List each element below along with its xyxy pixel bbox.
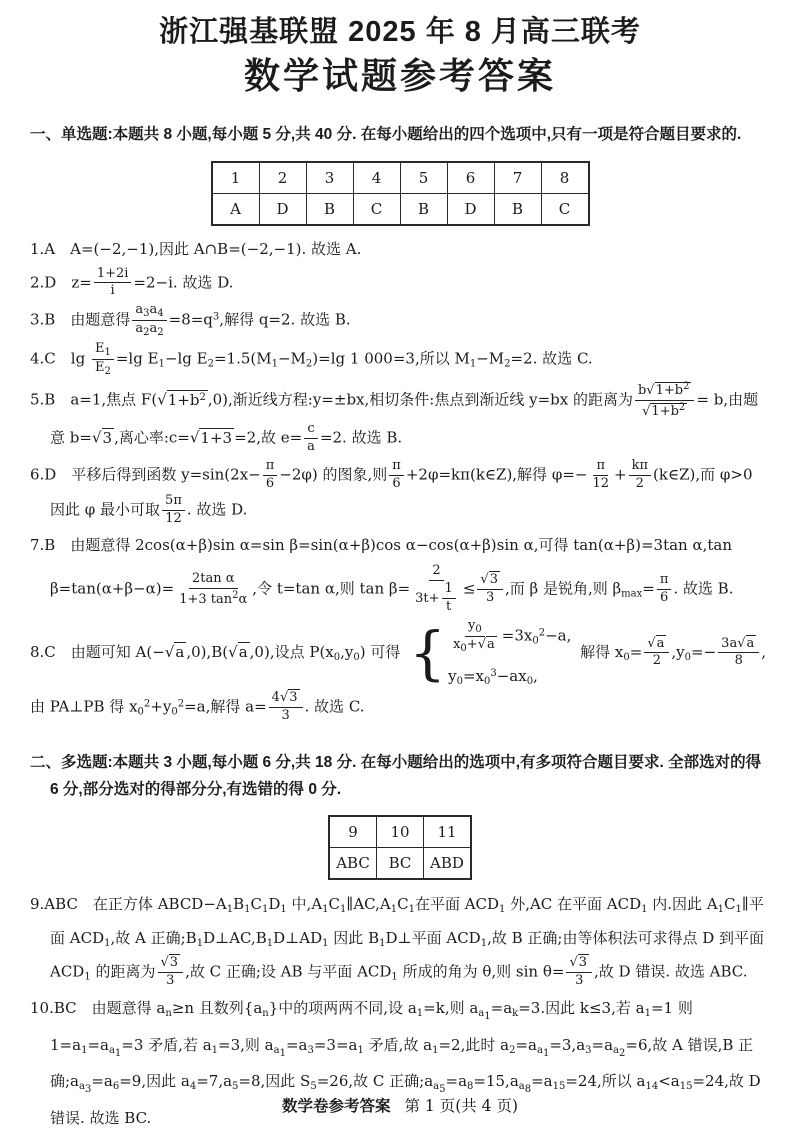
solution-item-9: 9.ABC 在正方体 $ABCD-A_1B_1C_1D_1$ 中$,A_1C_1\parallel AC,A_1C_1$在平面 $ACD_1$ 外,AC 在平面 $ACD_1$ 内.因此 $A_1C_1\parallel$平面 $ACD_1$,故 A 正确$;B_1D\perp AC,B_1D\perp AD_1$ 因此 $B_1D\perp$平面 $ACD_1$,故 B 正确;由等体积法可求得点 D 到平面 $ACD_1$ 的距离为 $\frac{√3}{3}$ ,故 C 正确;设 AB 与平面 $ACD_1$ 所成的角为 θ,则 sin θ= $\frac{√3}{3}$ ,故 D 错误. 故选 ABC. <box>30 894 765 989</box>
answer-number-cell: 3 <box>306 162 353 194</box>
answer-letter-cell: B <box>400 193 447 225</box>
answer-table-letter-row <box>329 847 471 879</box>
answer-letter-cell: ABC <box>329 847 377 879</box>
equation-system-lines <box>448 618 571 688</box>
answer-number-cell: 1 <box>212 162 260 194</box>
answer-number-cell: 7 <box>494 162 541 194</box>
answer-letter-cell: D <box>447 193 494 225</box>
equation-system <box>409 618 571 688</box>
solution-item-8 <box>30 618 770 688</box>
multi-choice-answer-table <box>328 815 472 880</box>
left-brace-glyph <box>409 627 446 679</box>
answer-letter-cell: B <box>494 193 541 225</box>
section1-heading: 一、单选题:本题共 8 小题,每小题 5 分,共 40 分. 在每小题给出的四个选项中,只有一项是符合题目要求的. <box>30 126 742 144</box>
solution-item-3: 3.B 由题意得 $\frac{a_3a_4}{a_2a_2}$ $=8=q^3$,解得 q=2. 故选 B. <box>30 302 351 339</box>
answer-letter-cell: A <box>212 193 260 225</box>
answer-number-cell: 11 <box>424 816 472 848</box>
section2-heading: 二、多选题:本题共 3 小题,每小题 6 分,共 18 分. 在每小题给出的选项中,有多项符合题目要求. 全部选对的得 6 分,部分选对的得部分分,有选错的得 0 分. <box>30 753 762 798</box>
answer-letter-cell: C <box>541 193 589 225</box>
answer-letter-cell: ABD <box>424 847 472 879</box>
solution-8-result: 解得 $x_0=$ $\frac{√a}{2}$ $,y_0=-$ $\frac{3a√a}{8}$ , <box>580 635 767 669</box>
answer-number-cell: 2 <box>259 162 306 194</box>
answer-letter-cell: D <box>259 193 306 225</box>
solution-8-intro: 8.C 由题可知 A(−√a ,0),B(√a ,0),设点 $P(x_0,y_0)$ 可得 <box>30 642 401 663</box>
system-equation-1: $\frac{y_0}{x_0+√a}$ $=3x_0^2-a$, <box>453 617 572 654</box>
answer-letter-cell: C <box>353 193 400 225</box>
page-footer <box>0 1094 800 1116</box>
answer-table-letter-row <box>212 193 589 225</box>
footer-page-number: 第 1 页(共 4 页) <box>404 1097 519 1115</box>
answer-number-cell: 10 <box>377 816 424 848</box>
solution-item-4: 4.C lg $\frac{E_1}{E_2}$ =lg $E_1-\lg$ $E_2=1.5(M_1-M_2)=\lg$ 1 000=3,所以 $M_1-M_2=2$. 故选 C. <box>30 341 593 378</box>
system-equation-2: $y_0=x_0^3-ax_0$, <box>448 666 538 687</box>
answer-table-number-row <box>212 162 589 194</box>
answer-letter-cell: BC <box>377 847 424 879</box>
solution-item-6: 6.D 平移后得到函数 y=sin(2x− $\frac{\pi}{6}$ −2φ) 的图象,则 $\frac{\pi}{6}$ +2φ=kπ(k∈Z),解得 φ=− $\frac{\pi}{12}$ + $\frac{k\pi}{2}$ (k∈Z),而 φ>0 因此 φ 最小可取 $\frac{5\pi}{12}$ . 故选 D. <box>30 457 753 526</box>
solution-item-1: 1.A A=(−2,−1),因此 A∩B=(−2,−1). 故选 A. <box>30 239 362 258</box>
answer-number-cell: 6 <box>447 162 494 194</box>
solution-item-5: 5.B a=1,焦点 $F(√1+b^2$ ,0),渐近线方程:y=±bx,相切条件:焦点到渐近线 y=bx 的距离为 $\frac{b√1+b^2}{√1+b^2}$ = b,由题意 b=√3 ,离心率:c=√1+3 =2,故 e= $\frac{c}{a}$ =2. 故选 B. <box>30 381 759 455</box>
solution-item-2: 2.D z= $\frac{1+2i}{i}$ =2−i. 故选 D. <box>30 265 234 299</box>
answer-number-cell: 4 <box>353 162 400 194</box>
footer-document-label: 数学卷参考答案 <box>281 1098 391 1115</box>
answer-number-cell: 9 <box>329 816 377 848</box>
answer-number-cell: 5 <box>400 162 447 194</box>
solution-item-10: 10.BC 由题意得 $a_n\ge n$ 且数列$\{a_n\}$中的项两两不同,设 $a_1=k$,则 $a_{a_1}=a_k=3$.因此 k≤3,若 $a_1=1$ 则 $1=a_1=a_{a_1}=3$ 矛盾,若 $a_1=3$,则 $a_{a_1}=a_3=3=a_1$ 矛盾,故 $a_1=2$,此时 $a_2=a_{a_1}=3,a_3=a_{a_2}=6$,故 A 错误,B 正确$;a_{a_3}=a_6=9$,因此 $a_4=7,a_5=8$,因此 $S_5=26$,故 C 正确$;a_{a_5}=a_8=15,a_{a_8}=a_{15}=24$,所以 $a_{14}<a_{15}=24$,故 D 错误. 故选 BC. <box>30 999 761 1127</box>
solution-item-7: 7.B 由题意得 2cos(α+β)sin α=sin β=sin(α+β)cos α−cos(α+β)sin α,可得 tan(α+β)=3tan α,tan β=tan(α+β−α)= $\frac{\text{2tan α}}{1+3 \tan^2\alpha}$ ,令 t=tan α,则 tan β= 2 3t+ $\frac{1}{t}$ ≤ $\frac{√3}{3}$ ,而 β 是锐角,则 $\beta_{max}=$ $\frac{\pi}{6}$ . 故选 B. <box>30 536 734 614</box>
document-title-line1: 浙江强基联盟 2025 年 8 月高三联考 <box>159 16 641 48</box>
single-choice-answer-table <box>211 161 590 226</box>
document-title-line2: 数学试题参考答案 <box>243 55 556 97</box>
answer-table-number-row <box>329 816 471 848</box>
solution-item-8-continued: 由 PA⊥PB 得 $x_0^2+y_0^2=a$,解得 a= $\frac{4√3}{3}$ . 故选 C. <box>30 689 365 723</box>
answer-letter-cell: B <box>306 193 353 225</box>
answer-number-cell: 8 <box>541 162 589 194</box>
